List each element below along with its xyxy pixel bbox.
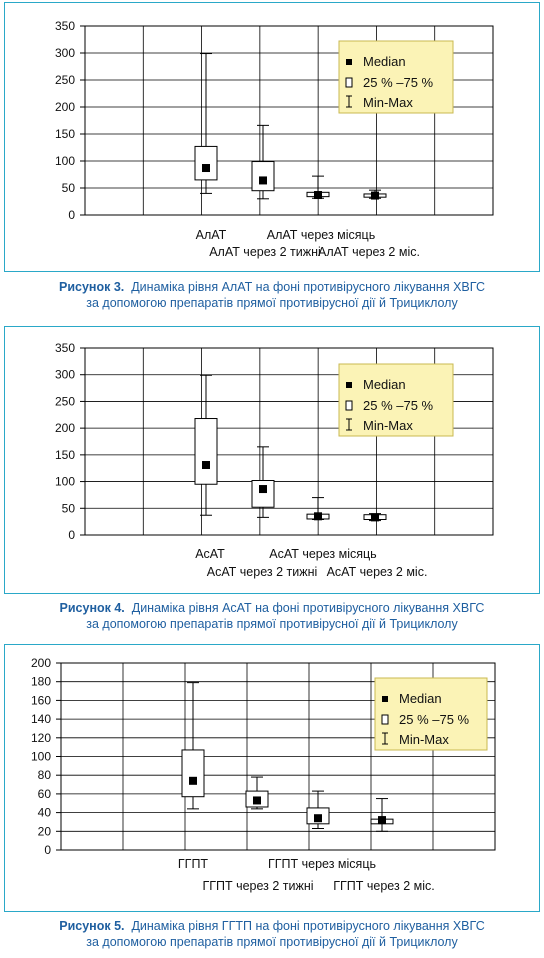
figure-4-caption <box>0 600 544 632</box>
figure-3-panel <box>4 2 540 272</box>
legend-median-label: Median <box>399 691 442 706</box>
median-marker <box>202 461 210 469</box>
x-category-label: АсАТ через 2 тижні <box>206 565 318 579</box>
y-tick-label: 160 <box>30 693 51 708</box>
x-category-label: АсАТ через 2 міс. <box>326 565 428 579</box>
chart-ggtp <box>5 645 539 911</box>
legend-median-label: Median <box>363 377 406 392</box>
legend-box-label: 25 % –75 % <box>399 712 470 727</box>
x-category-label: ГГПТ <box>177 857 209 871</box>
iqr-box <box>195 419 217 485</box>
y-tick-label: 140 <box>30 712 51 727</box>
legend-whisker-label: Min-Max <box>363 418 413 433</box>
x-category-label: АлАТ через 2 тижні <box>209 245 321 259</box>
legend-whisker-label: Min-Max <box>363 95 413 110</box>
iqr-box <box>195 146 217 179</box>
median-marker <box>202 164 210 172</box>
chart-alat <box>5 3 539 271</box>
median-marker <box>371 513 379 521</box>
y-tick-label: 60 <box>37 786 51 801</box>
x-category-label: АлАТ через місяць <box>266 228 376 242</box>
median-marker <box>314 512 322 520</box>
y-tick-label: 100 <box>54 154 75 168</box>
x-category-label: АсАТ <box>195 547 225 561</box>
legend-box-label: 25 % –75 % <box>363 398 434 413</box>
y-tick-label: 200 <box>30 656 51 670</box>
y-tick-label: 350 <box>54 19 75 33</box>
x-category-label: АлАТ через 2 міс. <box>318 245 420 259</box>
iqr-box <box>182 750 204 797</box>
y-tick-label: 350 <box>54 341 75 355</box>
figure-3-caption <box>0 279 544 311</box>
median-marker <box>253 796 261 804</box>
x-category-label: ГГПТ через 2 міс. <box>333 879 435 893</box>
y-tick-label: 20 <box>37 824 51 839</box>
y-tick-label: 250 <box>54 73 75 87</box>
caption-line2: за допомогою препаратів прямої противірусної дії й Трициклолу <box>86 935 458 949</box>
y-tick-label: 300 <box>54 46 75 60</box>
y-tick-label: 150 <box>54 127 75 141</box>
legend-median-icon <box>346 382 352 388</box>
chart-asat <box>5 327 539 593</box>
median-marker <box>314 814 322 822</box>
iqr-box <box>252 481 274 508</box>
figure-5-caption <box>0 918 544 950</box>
x-category-label: ГГПТ через 2 тижні <box>202 879 314 893</box>
median-marker <box>314 191 322 199</box>
legend-box-icon <box>382 715 388 724</box>
legend-box-icon <box>346 401 352 410</box>
y-tick-label: 180 <box>30 674 51 689</box>
y-tick-label: 80 <box>37 768 51 783</box>
median-marker <box>378 816 386 824</box>
y-tick-label: 40 <box>37 805 51 820</box>
figure-4-panel <box>4 326 540 594</box>
x-category-label: АлАТ <box>195 228 227 242</box>
x-category-label: ГГПТ через місяць <box>268 857 376 871</box>
y-tick-label: 100 <box>54 474 75 489</box>
y-tick-label: 150 <box>54 447 75 462</box>
y-tick-label: 120 <box>30 730 51 745</box>
caption-line1: Динаміка рівня ГГТП на фоні противірусного лікування ХВГС <box>131 919 485 933</box>
iqr-box <box>252 162 274 191</box>
x-category-label: АсАТ через місяць <box>269 547 377 561</box>
caption-line2: за допомогою препаратів прямої противірусної дії й Трициклолу <box>86 296 458 310</box>
y-tick-label: 200 <box>54 421 75 436</box>
median-marker <box>371 192 379 200</box>
y-tick-label: 200 <box>54 100 75 114</box>
caption-line1: Динаміка рівня АсАТ на фоні противірусного лікування ХВГС <box>131 601 485 615</box>
caption-line1: Динаміка рівня АлАТ на фоні противірусного лікування ХВГС <box>131 280 485 294</box>
legend-whisker-label: Min-Max <box>399 732 449 747</box>
y-tick-label: 50 <box>61 181 75 195</box>
y-tick-label: 250 <box>54 394 75 409</box>
legend-median-icon <box>346 59 352 65</box>
median-marker <box>189 777 197 785</box>
caption-label: Рисунок 3. <box>59 280 125 294</box>
legend-median-icon <box>382 696 388 702</box>
legend-median-label: Median <box>363 54 406 69</box>
y-tick-label: 50 <box>61 501 75 516</box>
y-tick-label: 0 <box>44 843 51 857</box>
caption-label: Рисунок 4. <box>59 601 125 615</box>
y-tick-label: 100 <box>30 749 51 764</box>
figure-5-panel <box>4 644 540 912</box>
y-tick-label: 0 <box>68 208 75 222</box>
legend-box-icon <box>346 78 352 87</box>
median-marker <box>259 485 267 493</box>
legend-box-label: 25 % –75 % <box>363 75 434 90</box>
caption-label: Рисунок 5. <box>59 919 125 933</box>
median-marker <box>259 176 267 184</box>
y-tick-label: 0 <box>68 528 75 542</box>
caption-line2: за допомогою препаратів прямої противірусної дії й Трициклолу <box>86 617 458 631</box>
y-tick-label: 300 <box>54 367 75 382</box>
